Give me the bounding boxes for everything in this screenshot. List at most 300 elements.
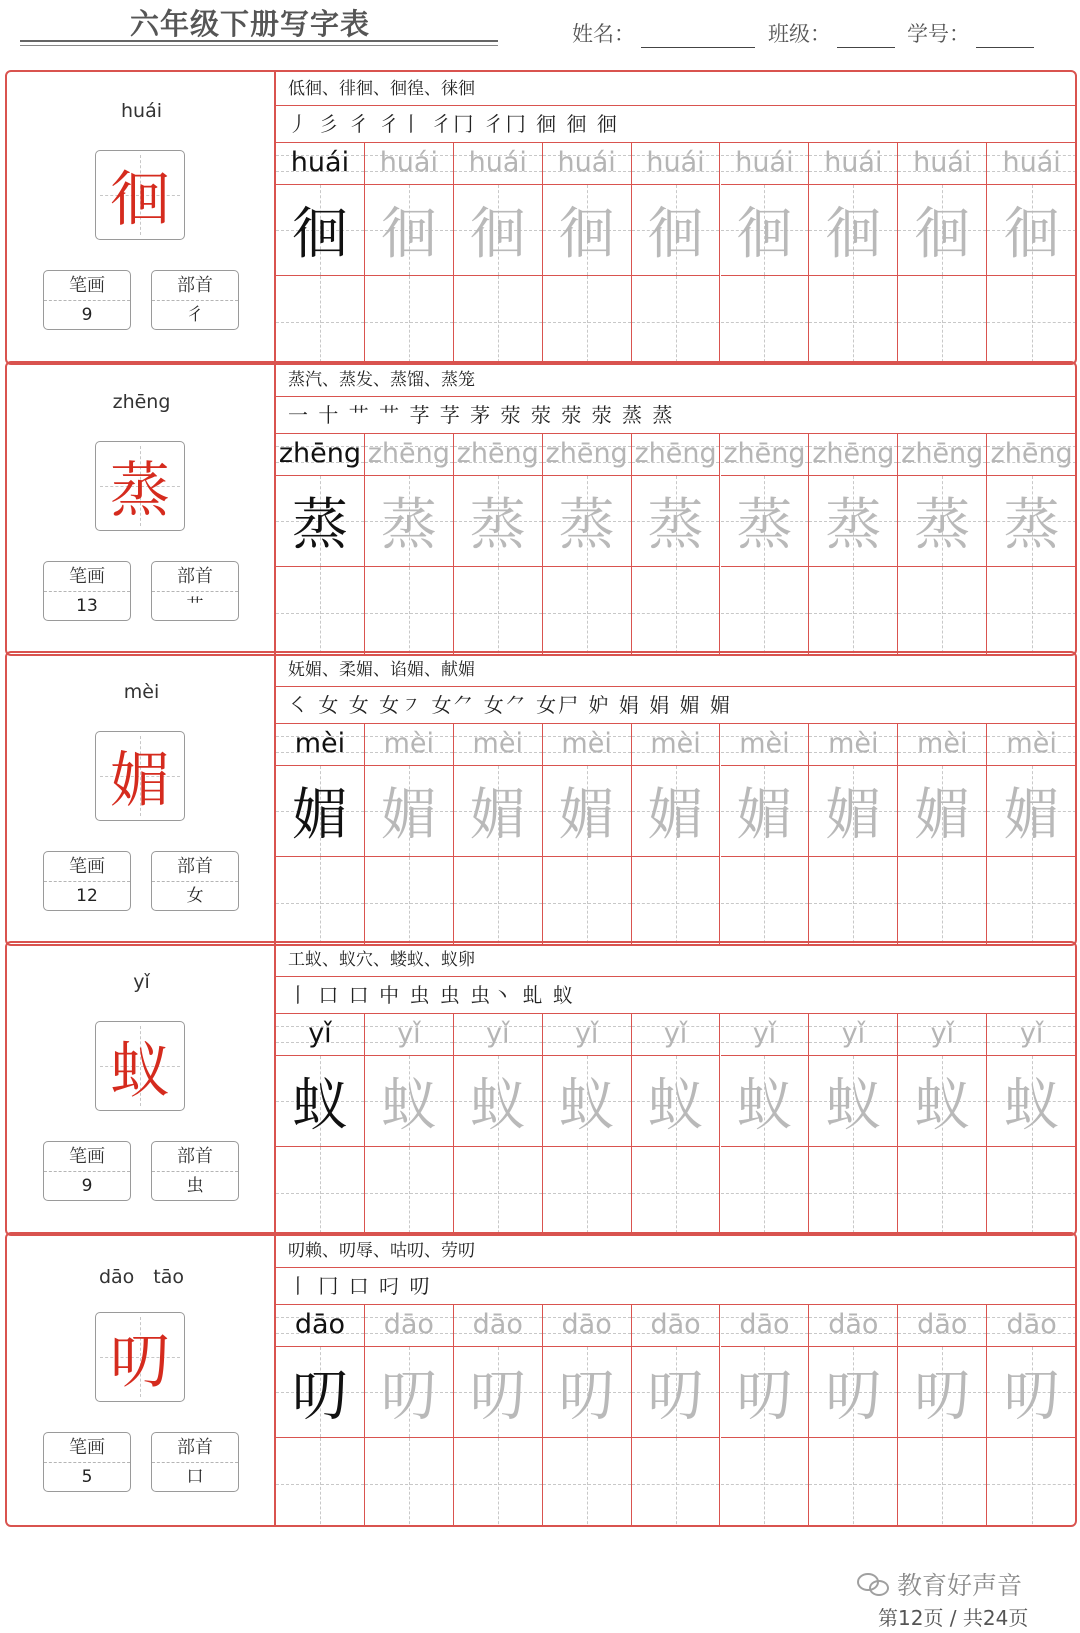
practice-column — [809, 1305, 898, 1527]
pinyin-cell[interactable] — [454, 1305, 542, 1347]
character-cell[interactable] — [721, 185, 809, 276]
character-cell[interactable] — [809, 185, 897, 276]
stroke-step: 彡 — [318, 112, 341, 136]
pinyin-cell[interactable] — [454, 143, 542, 185]
character-text: 徊 — [1003, 202, 1060, 267]
page-footer — [0, 1562, 1080, 1632]
character-card — [5, 361, 1077, 656]
pinyin-cell[interactable] — [987, 143, 1076, 185]
blank-writing-cell[interactable] — [809, 1438, 897, 1527]
character-cell[interactable] — [365, 1056, 453, 1147]
stroke-count-label: 笔画 — [44, 271, 130, 301]
character-text: 叨 — [380, 1364, 437, 1429]
stroke-step: 女㇇ — [379, 693, 424, 717]
character-info-panel — [7, 1234, 276, 1525]
practice-column — [632, 724, 721, 946]
character-text: 叨 — [736, 1364, 793, 1429]
stroke-step: 十 — [318, 403, 341, 427]
character-cell[interactable] — [543, 1347, 631, 1438]
character-display — [95, 1021, 185, 1111]
blank-writing-cell[interactable] — [454, 1147, 542, 1236]
character-cell[interactable] — [543, 476, 631, 567]
pinyin-cell[interactable] — [632, 1305, 720, 1347]
stroke-step: 娟 — [618, 693, 641, 717]
blank-writing-cell[interactable] — [721, 567, 809, 656]
character-text: 蚁 — [380, 1073, 437, 1138]
stroke-step: 蒸 — [621, 403, 644, 427]
character-text: 媚 — [825, 783, 882, 848]
practice-column — [365, 1305, 454, 1527]
character-text: 媚 — [736, 783, 793, 848]
practice-column — [809, 434, 898, 656]
character-text: 媚 — [291, 783, 348, 848]
blank-writing-cell[interactable] — [543, 276, 631, 365]
practice-column — [276, 1305, 365, 1527]
pinyin-text: zhēng — [545, 438, 628, 469]
pinyin-text: dāo — [917, 1309, 968, 1340]
pinyin-text: dāo — [383, 1309, 434, 1340]
pinyin-text: dāo — [561, 1309, 612, 1340]
pinyin-cell[interactable] — [454, 724, 542, 766]
character-text: 蚁 — [914, 1073, 971, 1138]
student-number-field[interactable] — [907, 18, 1034, 48]
radical-label: 部首 — [152, 852, 238, 882]
practice-column — [721, 1305, 810, 1527]
character-cell[interactable] — [898, 1056, 986, 1147]
stroke-order — [276, 106, 1075, 143]
blank-writing-cell[interactable] — [987, 567, 1076, 656]
practice-column — [454, 724, 543, 946]
blank-writing-cell[interactable] — [543, 1438, 631, 1527]
character-display — [95, 1312, 185, 1402]
pinyin-cell[interactable] — [365, 1014, 453, 1056]
character-cell[interactable] — [987, 185, 1076, 276]
stroke-step: 叨 — [409, 1274, 432, 1298]
pinyin-cell[interactable] — [721, 143, 809, 185]
practice-column — [987, 434, 1076, 656]
stroke-step: 娟 — [649, 693, 672, 717]
pinyin-text: huái — [735, 147, 794, 178]
pinyin-cell[interactable] — [809, 143, 897, 185]
character-cell[interactable] — [543, 185, 631, 276]
pinyin-text: huái — [379, 147, 438, 178]
character-text: 徊 — [469, 202, 526, 267]
blank-writing-cell[interactable] — [987, 857, 1076, 946]
blank-writing-cell[interactable] — [898, 1438, 986, 1527]
stroke-step: 中 — [379, 983, 402, 1007]
practice-grid — [276, 143, 1076, 365]
blank-writing-cell[interactable] — [632, 276, 720, 365]
pinyin-text: yǐ — [574, 1018, 599, 1049]
pinyin-text: mèi — [561, 728, 612, 759]
stroke-count-value: 9 — [81, 1176, 93, 1196]
blank-writing-cell[interactable] — [898, 857, 986, 946]
pinyin-text: mèi — [472, 728, 523, 759]
blank-writing-cell[interactable] — [276, 276, 364, 365]
radical-label: 部首 — [152, 1433, 238, 1463]
character-cell[interactable] — [987, 476, 1076, 567]
blank-writing-cell[interactable] — [721, 1438, 809, 1527]
stroke-step: 虫 — [439, 983, 462, 1007]
blank-writing-cell[interactable] — [898, 1147, 986, 1236]
blank-writing-cell[interactable] — [543, 1147, 631, 1236]
character-text: 徊 — [914, 202, 971, 267]
stroke-count-box — [43, 561, 131, 621]
blank-writing-cell[interactable] — [365, 857, 453, 946]
character-text: 蒸 — [558, 493, 615, 558]
name-field[interactable] — [572, 18, 755, 48]
practice-column — [898, 434, 987, 656]
practice-column — [454, 434, 543, 656]
blank-writing-cell[interactable] — [987, 1147, 1076, 1236]
character-cell[interactable] — [721, 1347, 809, 1438]
character-text: 媚 — [1003, 783, 1060, 848]
stroke-order — [276, 397, 1075, 434]
blank-writing-cell[interactable] — [721, 276, 809, 365]
pinyin-cell[interactable] — [632, 1014, 720, 1056]
character-cell[interactable] — [365, 476, 453, 567]
character-cell[interactable] — [276, 1347, 364, 1438]
pinyin-text: yǐ — [663, 1018, 688, 1049]
character-cell[interactable] — [276, 185, 364, 276]
character-cell[interactable] — [632, 1347, 720, 1438]
pinyin-text: mèi — [917, 728, 968, 759]
practice-area — [276, 653, 1075, 944]
pinyin-text: mèi — [739, 728, 790, 759]
practice-area — [276, 1234, 1075, 1525]
practice-column — [276, 143, 365, 365]
blank-writing-cell[interactable] — [454, 857, 542, 946]
pinyin-cell[interactable] — [898, 434, 986, 476]
blank-writing-cell[interactable] — [454, 276, 542, 365]
blank-writing-cell[interactable] — [276, 1438, 364, 1527]
stroke-step: 虫丶 — [470, 983, 515, 1007]
blank-writing-cell[interactable] — [898, 567, 986, 656]
pinyin-cell[interactable] — [454, 434, 542, 476]
pinyin-cell[interactable] — [276, 143, 364, 185]
blank-writing-cell[interactable] — [632, 857, 720, 946]
character-text: 媚 — [558, 783, 615, 848]
character-cell[interactable] — [809, 1056, 897, 1147]
blank-writing-cell[interactable] — [632, 567, 720, 656]
pinyin-cell[interactable] — [809, 1014, 897, 1056]
blank-writing-cell[interactable] — [276, 567, 364, 656]
practice-column — [543, 434, 632, 656]
pinyin-text: yǐ — [397, 1018, 421, 1049]
class-field[interactable] — [768, 18, 895, 48]
pinyin-cell[interactable] — [543, 1014, 631, 1056]
character-cell[interactable] — [898, 185, 986, 276]
character-cell[interactable] — [276, 766, 364, 857]
name-blank[interactable] — [641, 24, 755, 48]
blank-writing-cell[interactable] — [543, 857, 631, 946]
pinyin-cell[interactable] — [809, 434, 897, 476]
character-text: 蒸 — [647, 493, 704, 558]
pinyin-cell[interactable] — [987, 1305, 1076, 1347]
pinyin-cell[interactable] — [987, 1014, 1076, 1056]
practice-column — [721, 724, 810, 946]
character-cell[interactable] — [809, 1347, 897, 1438]
practice-column — [276, 724, 365, 946]
character-cell[interactable] — [632, 766, 720, 857]
pinyin-text: mèi — [383, 728, 435, 759]
pinyin-cell[interactable] — [276, 1014, 364, 1056]
blank-writing-cell[interactable] — [987, 1438, 1076, 1527]
stroke-count-label: 笔画 — [44, 1433, 130, 1463]
character-info-panel — [7, 653, 276, 944]
pinyin-cell[interactable] — [632, 434, 720, 476]
example-words: 叨赖、叨辱、咕叨、劳叨 — [276, 1234, 1075, 1268]
character-cell[interactable] — [809, 766, 897, 857]
stroke-step: 蚁 — [552, 983, 575, 1007]
stroke-step: 丿 — [288, 112, 310, 136]
stroke-step: 丨 — [288, 983, 310, 1007]
stroke-step: 妒 — [588, 693, 611, 717]
character-cell[interactable] — [721, 1056, 809, 1147]
pinyin-text: zhēng — [990, 438, 1073, 469]
pinyin-cell[interactable] — [276, 434, 364, 476]
character-text: 媚 — [647, 783, 704, 848]
stroke-step: 彳冂 — [431, 112, 476, 136]
character-cell[interactable] — [365, 185, 453, 276]
pinyin-cell[interactable] — [987, 724, 1076, 766]
character-cell[interactable] — [632, 1056, 720, 1147]
pinyin-text: yǐ — [752, 1018, 777, 1049]
pinyin-cell[interactable] — [365, 1305, 453, 1347]
pinyin-cell[interactable] — [454, 1014, 542, 1056]
character-text: 蒸 — [736, 493, 793, 558]
practice-area — [276, 943, 1075, 1234]
wechat-icon — [857, 1571, 891, 1597]
pinyin-cell[interactable] — [365, 434, 453, 476]
character-cell[interactable] — [543, 766, 631, 857]
pinyin-text: yǐ — [930, 1018, 954, 1049]
stroke-step: 女 — [318, 693, 341, 717]
character-cell[interactable] — [454, 185, 542, 276]
stroke-step: 女⺈ — [431, 693, 476, 717]
blank-writing-cell[interactable] — [809, 857, 897, 946]
character-text: 叨 — [825, 1364, 882, 1429]
pinyin-cell[interactable] — [276, 1305, 364, 1347]
stroke-step: 徊 — [566, 112, 589, 136]
stroke-step: 荥 — [591, 403, 614, 427]
stroke-count-value: 5 — [81, 1467, 93, 1487]
pinyin-cell[interactable] — [276, 724, 364, 766]
character-cell[interactable] — [721, 766, 809, 857]
character-glyph: 媚 — [110, 746, 170, 816]
character-text: 蚁 — [558, 1073, 615, 1138]
stroke-step: 冂 — [318, 1274, 341, 1298]
character-text: 蒸 — [291, 493, 348, 558]
blank-writing-cell[interactable] — [721, 857, 809, 946]
pinyin-cell[interactable] — [898, 724, 986, 766]
blank-writing-cell[interactable] — [454, 567, 542, 656]
stroke-count-value: 12 — [76, 886, 98, 906]
blank-writing-cell[interactable] — [632, 1147, 720, 1236]
blank-writing-cell[interactable] — [276, 1147, 364, 1236]
stroke-count-label: 笔画 — [44, 562, 130, 592]
character-cell[interactable] — [987, 1347, 1076, 1438]
character-text: 叨 — [558, 1364, 615, 1429]
character-cell[interactable] — [276, 1056, 364, 1147]
character-glyph: 徊 — [110, 165, 170, 235]
blank-writing-cell[interactable] — [632, 1438, 720, 1527]
blank-writing-cell[interactable] — [809, 567, 897, 656]
pinyin-cell[interactable] — [365, 143, 453, 185]
stroke-step: 艹 — [379, 403, 402, 427]
practice-column — [898, 724, 987, 946]
pinyin-cell[interactable] — [721, 434, 809, 476]
practice-grid — [276, 1014, 1076, 1236]
stroke-step: 荥 — [561, 403, 584, 427]
pinyin-cell[interactable] — [987, 434, 1076, 476]
character-cell[interactable] — [454, 1056, 542, 1147]
student-number-blank[interactable] — [976, 24, 1034, 48]
character-text: 蚁 — [291, 1073, 348, 1138]
practice-area — [276, 72, 1075, 363]
pinyin-cell[interactable] — [898, 1014, 986, 1056]
practice-column — [987, 1014, 1076, 1236]
character-text: 蚁 — [647, 1073, 704, 1138]
character-text: 媚 — [469, 783, 526, 848]
pinyin-cell[interactable] — [898, 1305, 986, 1347]
character-cell[interactable] — [632, 476, 720, 567]
character-text: 徊 — [380, 202, 437, 267]
practice-column — [632, 434, 721, 656]
pinyin-text: huái — [913, 147, 972, 178]
radical-value: 艹 — [186, 596, 204, 616]
pinyin-text: huái — [290, 147, 350, 178]
pinyin-cell[interactable] — [365, 724, 453, 766]
class-blank[interactable] — [837, 24, 895, 48]
practice-column — [809, 724, 898, 946]
practice-column — [454, 1014, 543, 1236]
character-cell[interactable] — [809, 476, 897, 567]
character-text: 徊 — [558, 202, 615, 267]
stroke-step: 一 — [288, 403, 310, 427]
pinyin-cell[interactable] — [809, 724, 897, 766]
character-text: 蒸 — [380, 493, 437, 558]
page-title: 六年级下册写字表 — [130, 7, 371, 41]
character-cell[interactable] — [987, 1056, 1076, 1147]
stroke-step: 口 — [318, 983, 341, 1007]
stroke-step: 女尸 — [536, 693, 581, 717]
stroke-step: ㇛ — [288, 693, 310, 717]
pinyin-text: huái — [1002, 147, 1061, 178]
page-header — [0, 0, 1080, 60]
pinyin-cell[interactable] — [543, 1305, 631, 1347]
stroke-count-label: 笔画 — [44, 852, 130, 882]
pinyin-text: huái — [557, 147, 616, 178]
stroke-step: 徊 — [536, 112, 559, 136]
blank-writing-cell[interactable] — [365, 276, 453, 365]
blank-writing-cell[interactable] — [809, 276, 897, 365]
character-pinyin: yǐ — [133, 971, 150, 993]
pinyin-cell[interactable] — [543, 143, 631, 185]
radical-box — [151, 851, 239, 911]
stroke-step: 彳 — [348, 112, 371, 136]
blank-writing-cell[interactable] — [809, 1147, 897, 1236]
character-glyph: 蚁 — [110, 1036, 170, 1106]
pinyin-text: zhēng — [456, 438, 539, 469]
practice-grid — [276, 1305, 1076, 1527]
pinyin-text: dāo — [1006, 1309, 1057, 1340]
character-cell[interactable] — [454, 1347, 542, 1438]
pinyin-cell[interactable] — [721, 1014, 809, 1056]
blank-writing-cell[interactable] — [365, 1438, 453, 1527]
pinyin-cell[interactable] — [898, 143, 986, 185]
practice-column — [543, 143, 632, 365]
character-cell[interactable] — [898, 766, 986, 857]
blank-writing-cell[interactable] — [454, 1438, 542, 1527]
pinyin-text: dāo — [650, 1309, 701, 1340]
character-pinyin: huái — [120, 100, 162, 122]
character-info-panel — [7, 363, 276, 654]
blank-writing-cell[interactable] — [543, 567, 631, 656]
character-cell[interactable] — [632, 185, 720, 276]
pinyin-cell[interactable] — [809, 1305, 897, 1347]
character-cell[interactable] — [454, 476, 542, 567]
character-cell[interactable] — [898, 476, 986, 567]
pinyin-cell[interactable] — [632, 724, 720, 766]
practice-grid — [276, 434, 1076, 656]
character-cell[interactable] — [365, 1347, 453, 1438]
name-label: 姓名： — [572, 22, 635, 46]
pinyin-text: huái — [824, 147, 883, 178]
title-underline — [20, 40, 498, 42]
character-cell[interactable] — [987, 766, 1076, 857]
character-cell[interactable] — [898, 1347, 986, 1438]
pinyin-cell[interactable] — [632, 143, 720, 185]
practice-column — [454, 143, 543, 365]
practice-column — [721, 434, 810, 656]
character-cell[interactable] — [543, 1056, 631, 1147]
blank-writing-cell[interactable] — [365, 1147, 453, 1236]
radical-box — [151, 561, 239, 621]
character-cell[interactable] — [454, 766, 542, 857]
practice-column — [632, 1014, 721, 1236]
pinyin-cell[interactable] — [543, 434, 631, 476]
pinyin-text: dāo — [739, 1309, 790, 1340]
pinyin-cell[interactable] — [721, 1305, 809, 1347]
character-cell[interactable] — [721, 476, 809, 567]
radical-value: 彳 — [186, 305, 204, 325]
practice-column — [276, 1014, 365, 1236]
stroke-count-box — [43, 1141, 131, 1201]
blank-writing-cell[interactable] — [276, 857, 364, 946]
example-words: 蒸汽、蒸发、蒸馏、蒸笼 — [276, 363, 1075, 397]
character-cell[interactable] — [276, 476, 364, 567]
pinyin-text: yǐ — [486, 1018, 510, 1049]
pinyin-text: zhēng — [634, 438, 717, 469]
stroke-step: 荥 — [530, 403, 553, 427]
blank-writing-cell[interactable] — [721, 1147, 809, 1236]
practice-column — [365, 1014, 454, 1236]
practice-column — [365, 724, 454, 946]
practice-area — [276, 363, 1075, 654]
pinyin-cell[interactable] — [543, 724, 631, 766]
blank-writing-cell[interactable] — [365, 567, 453, 656]
character-glyph: 蒸 — [110, 456, 170, 526]
practice-column — [898, 1014, 987, 1236]
pinyin-cell[interactable] — [721, 724, 809, 766]
blank-writing-cell[interactable] — [987, 276, 1076, 365]
blank-writing-cell[interactable] — [898, 276, 986, 365]
character-text: 徊 — [736, 202, 793, 267]
character-cell[interactable] — [365, 766, 453, 857]
character-card — [5, 651, 1077, 946]
radical-value: 虫 — [186, 1176, 204, 1196]
